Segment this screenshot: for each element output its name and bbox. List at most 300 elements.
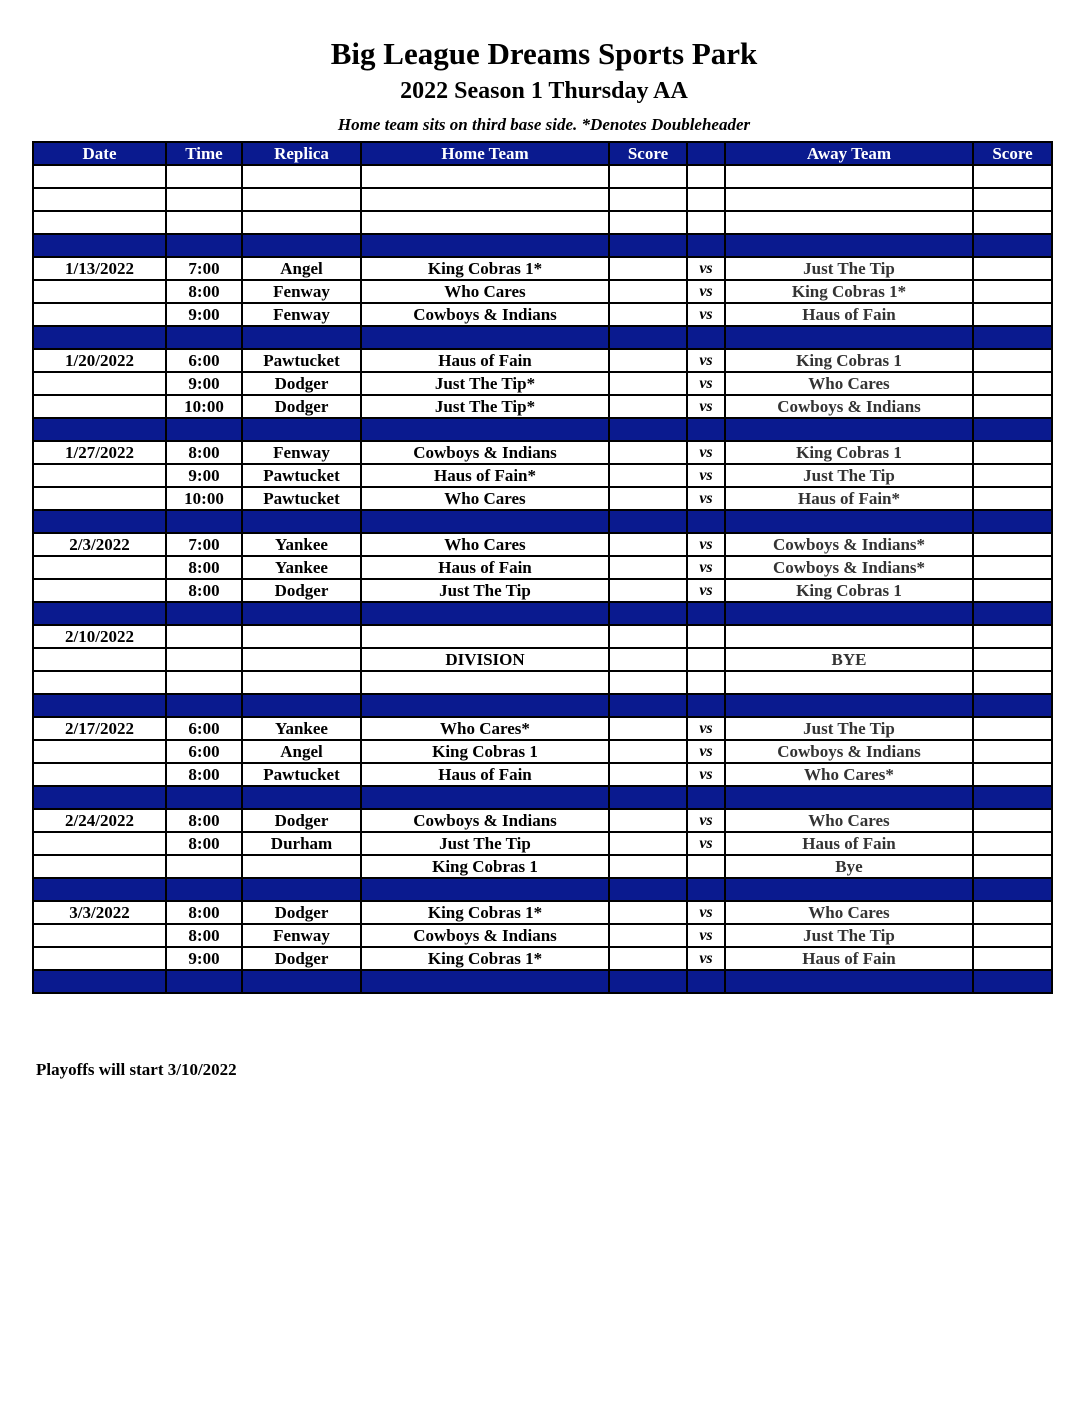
- separator-cell: [725, 694, 973, 717]
- home-team-cell: King Cobras 1*: [361, 257, 609, 280]
- schedule-table: [32, 141, 1053, 994]
- game-row: [33, 303, 1052, 326]
- game-row: [33, 487, 1052, 510]
- game-row: [33, 717, 1052, 740]
- time-cell: 9:00: [166, 372, 242, 395]
- home-team-cell: Cowboys & Indians: [361, 924, 609, 947]
- replica-cell: Fenway: [242, 303, 361, 326]
- away-team-cell: Who Cares: [725, 372, 973, 395]
- playoffs-note: Playoffs will start 3/10/2022: [36, 1060, 237, 1079]
- away-team-cell: Haus of Fain: [725, 303, 973, 326]
- time-cell: 8:00: [166, 441, 242, 464]
- replica-cell: Yankee: [242, 717, 361, 740]
- game-row: [33, 740, 1052, 763]
- vs-cell: [687, 648, 725, 671]
- away-team-cell: Just The Tip: [725, 717, 973, 740]
- separator-cell: [242, 418, 361, 441]
- separator-cell: [725, 786, 973, 809]
- separator-cell: [687, 418, 725, 441]
- time-cell: [166, 648, 242, 671]
- separator-cell: [973, 602, 1052, 625]
- separator-row: [33, 878, 1052, 901]
- date-cell: [33, 671, 166, 694]
- away-team-cell: King Cobras 1: [725, 579, 973, 602]
- col-vs: [687, 142, 725, 165]
- game-row: [33, 947, 1052, 970]
- replica-cell: [242, 671, 361, 694]
- away-score-cell: [973, 740, 1052, 763]
- vs-cell: vs: [687, 901, 725, 924]
- separator-cell: [973, 418, 1052, 441]
- home-score-cell: [609, 165, 687, 188]
- vs-cell: vs: [687, 533, 725, 556]
- game-row: [33, 671, 1052, 694]
- home-score-cell: [609, 809, 687, 832]
- home-score-cell: [609, 372, 687, 395]
- separator-cell: [609, 878, 687, 901]
- separator-row: [33, 970, 1052, 993]
- vs-cell: vs: [687, 257, 725, 280]
- separator-row: [33, 326, 1052, 349]
- separator-cell: [609, 234, 687, 257]
- home-team-cell: [361, 671, 609, 694]
- home-team-cell: Just The Tip*: [361, 372, 609, 395]
- separator-cell: [687, 326, 725, 349]
- time-cell: 6:00: [166, 740, 242, 763]
- separator-cell: [725, 326, 973, 349]
- replica-cell: Pawtucket: [242, 349, 361, 372]
- date-cell: [33, 165, 166, 188]
- separator-cell: [973, 878, 1052, 901]
- separator-row: [33, 694, 1052, 717]
- vs-cell: vs: [687, 280, 725, 303]
- replica-cell: Dodger: [242, 579, 361, 602]
- separator-row: [33, 418, 1052, 441]
- away-score-cell: [973, 809, 1052, 832]
- separator-cell: [687, 694, 725, 717]
- replica-cell: [242, 625, 361, 648]
- home-score-cell: [609, 832, 687, 855]
- vs-cell: vs: [687, 579, 725, 602]
- home-score-cell: [609, 648, 687, 671]
- home-team-cell: [361, 165, 609, 188]
- separator-cell: [725, 970, 973, 993]
- separator-cell: [687, 786, 725, 809]
- away-team-cell: [725, 625, 973, 648]
- time-cell: [166, 188, 242, 211]
- game-row: [33, 579, 1052, 602]
- away-score-cell: [973, 372, 1052, 395]
- date-cell: [33, 924, 166, 947]
- away-team-cell: Who Cares: [725, 901, 973, 924]
- separator-cell: [33, 418, 166, 441]
- separator-cell: [973, 234, 1052, 257]
- time-cell: 8:00: [166, 924, 242, 947]
- away-team-cell: Cowboys & Indians: [725, 395, 973, 418]
- replica-cell: Yankee: [242, 533, 361, 556]
- away-team-cell: Cowboys & Indians*: [725, 556, 973, 579]
- separator-cell: [725, 418, 973, 441]
- away-team-cell: Cowboys & Indians*: [725, 533, 973, 556]
- time-cell: [166, 855, 242, 878]
- game-row: [33, 257, 1052, 280]
- away-team-cell: Who Cares: [725, 809, 973, 832]
- vs-cell: vs: [687, 763, 725, 786]
- game-row: [33, 556, 1052, 579]
- time-cell: 7:00: [166, 533, 242, 556]
- away-team-cell: Bye: [725, 855, 973, 878]
- replica-cell: [242, 211, 361, 234]
- replica-cell: Dodger: [242, 809, 361, 832]
- away-score-cell: [973, 188, 1052, 211]
- separator-cell: [242, 878, 361, 901]
- replica-cell: Pawtucket: [242, 464, 361, 487]
- vs-cell: vs: [687, 349, 725, 372]
- schedule-note: Home team sits on third base side. *Denotes Doubleheader: [337, 115, 751, 134]
- home-score-cell: [609, 901, 687, 924]
- home-score-cell: [609, 349, 687, 372]
- away-score-cell: [973, 625, 1052, 648]
- separator-cell: [973, 694, 1052, 717]
- replica-cell: Durham: [242, 832, 361, 855]
- replica-cell: Pawtucket: [242, 487, 361, 510]
- separator-cell: [973, 326, 1052, 349]
- col-home-team: Home Team: [361, 142, 609, 165]
- date-cell: [33, 395, 166, 418]
- col-away-score: Score: [973, 142, 1052, 165]
- separator-cell: [361, 326, 609, 349]
- home-score-cell: [609, 855, 687, 878]
- date-cell: [33, 303, 166, 326]
- replica-cell: [242, 188, 361, 211]
- away-team-cell: Haus of Fain: [725, 947, 973, 970]
- separator-cell: [242, 326, 361, 349]
- time-cell: 9:00: [166, 303, 242, 326]
- away-score-cell: [973, 717, 1052, 740]
- vs-cell: vs: [687, 441, 725, 464]
- home-team-cell: King Cobras 1: [361, 855, 609, 878]
- game-row: [33, 280, 1052, 303]
- away-score-cell: [973, 556, 1052, 579]
- away-score-cell: [973, 671, 1052, 694]
- time-cell: 10:00: [166, 395, 242, 418]
- date-cell: [33, 188, 166, 211]
- home-team-cell: DIVISION: [361, 648, 609, 671]
- away-team-cell: Cowboys & Indians: [725, 740, 973, 763]
- home-team-cell: Cowboys & Indians: [361, 303, 609, 326]
- date-cell: [33, 947, 166, 970]
- away-score-cell: [973, 533, 1052, 556]
- date-cell: [33, 579, 166, 602]
- date-cell: 2/24/2022: [33, 809, 166, 832]
- separator-cell: [361, 510, 609, 533]
- away-score-cell: [973, 901, 1052, 924]
- away-team-cell: [725, 211, 973, 234]
- date-cell: 2/17/2022: [33, 717, 166, 740]
- col-replica: Replica: [242, 142, 361, 165]
- date-cell: [33, 740, 166, 763]
- game-row: [33, 648, 1052, 671]
- vs-cell: [687, 211, 725, 234]
- game-row: [33, 763, 1052, 786]
- date-cell: 2/3/2022: [33, 533, 166, 556]
- separator-cell: [361, 786, 609, 809]
- game-row: [33, 349, 1052, 372]
- home-team-cell: Haus of Fain: [361, 556, 609, 579]
- game-row: [33, 441, 1052, 464]
- separator-cell: [609, 510, 687, 533]
- separator-cell: [687, 878, 725, 901]
- home-team-cell: Just The Tip: [361, 579, 609, 602]
- separator-cell: [166, 786, 242, 809]
- separator-cell: [687, 970, 725, 993]
- away-score-cell: [973, 211, 1052, 234]
- separator-cell: [361, 878, 609, 901]
- separator-cell: [361, 602, 609, 625]
- vs-cell: [687, 188, 725, 211]
- away-team-cell: Just The Tip: [725, 464, 973, 487]
- separator-row: [33, 510, 1052, 533]
- date-cell: [33, 280, 166, 303]
- date-cell: [33, 855, 166, 878]
- game-row: [33, 901, 1052, 924]
- game-row: [33, 809, 1052, 832]
- vs-cell: vs: [687, 740, 725, 763]
- time-cell: [166, 211, 242, 234]
- vs-cell: [687, 625, 725, 648]
- game-row: [33, 924, 1052, 947]
- separator-cell: [166, 418, 242, 441]
- away-score-cell: [973, 947, 1052, 970]
- away-team-cell: [725, 188, 973, 211]
- separator-cell: [973, 510, 1052, 533]
- separator-cell: [33, 326, 166, 349]
- game-row: [33, 625, 1052, 648]
- away-team-cell: King Cobras 1*: [725, 280, 973, 303]
- separator-cell: [166, 510, 242, 533]
- time-cell: [166, 165, 242, 188]
- separator-cell: [687, 602, 725, 625]
- separator-cell: [33, 694, 166, 717]
- away-score-cell: [973, 303, 1052, 326]
- replica-cell: Fenway: [242, 924, 361, 947]
- away-score-cell: [973, 855, 1052, 878]
- game-row: [33, 395, 1052, 418]
- home-score-cell: [609, 533, 687, 556]
- vs-cell: vs: [687, 832, 725, 855]
- page-subtitle: 2022 Season 1 Thursday AA: [400, 78, 688, 104]
- replica-cell: Yankee: [242, 556, 361, 579]
- home-score-cell: [609, 625, 687, 648]
- separator-cell: [973, 970, 1052, 993]
- separator-cell: [166, 970, 242, 993]
- date-cell: [33, 648, 166, 671]
- page-title: Big League Dreams Sports Park: [330, 36, 758, 71]
- away-team-cell: [725, 671, 973, 694]
- away-team-cell: Who Cares*: [725, 763, 973, 786]
- separator-cell: [687, 510, 725, 533]
- date-cell: [33, 211, 166, 234]
- date-cell: [33, 372, 166, 395]
- vs-cell: vs: [687, 303, 725, 326]
- date-cell: 3/3/2022: [33, 901, 166, 924]
- away-score-cell: [973, 257, 1052, 280]
- time-cell: [166, 625, 242, 648]
- home-team-cell: Just The Tip: [361, 832, 609, 855]
- game-row: [33, 211, 1052, 234]
- separator-cell: [609, 602, 687, 625]
- date-cell: [33, 763, 166, 786]
- replica-cell: Angel: [242, 257, 361, 280]
- col-date: Date: [33, 142, 166, 165]
- time-cell: 9:00: [166, 947, 242, 970]
- game-row: [33, 188, 1052, 211]
- home-score-cell: [609, 579, 687, 602]
- col-home-score: Score: [609, 142, 687, 165]
- home-team-cell: King Cobras 1: [361, 740, 609, 763]
- separator-cell: [361, 694, 609, 717]
- away-score-cell: [973, 763, 1052, 786]
- time-cell: 8:00: [166, 280, 242, 303]
- vs-cell: vs: [687, 464, 725, 487]
- separator-row: [33, 602, 1052, 625]
- home-score-cell: [609, 556, 687, 579]
- game-row: [33, 533, 1052, 556]
- separator-cell: [33, 878, 166, 901]
- home-score-cell: [609, 464, 687, 487]
- vs-cell: vs: [687, 395, 725, 418]
- home-team-cell: King Cobras 1*: [361, 947, 609, 970]
- date-cell: 1/20/2022: [33, 349, 166, 372]
- separator-cell: [33, 970, 166, 993]
- separator-cell: [609, 786, 687, 809]
- date-cell: 1/13/2022: [33, 257, 166, 280]
- time-cell: 6:00: [166, 717, 242, 740]
- away-team-cell: Haus of Fain: [725, 832, 973, 855]
- separator-cell: [687, 234, 725, 257]
- home-team-cell: [361, 188, 609, 211]
- vs-cell: [687, 671, 725, 694]
- away-score-cell: [973, 441, 1052, 464]
- home-score-cell: [609, 303, 687, 326]
- separator-cell: [725, 234, 973, 257]
- vs-cell: vs: [687, 556, 725, 579]
- time-cell: [166, 671, 242, 694]
- separator-cell: [725, 602, 973, 625]
- separator-row: [33, 234, 1052, 257]
- separator-cell: [973, 786, 1052, 809]
- replica-cell: [242, 855, 361, 878]
- separator-cell: [33, 234, 166, 257]
- separator-cell: [725, 510, 973, 533]
- replica-cell: Dodger: [242, 372, 361, 395]
- time-cell: 10:00: [166, 487, 242, 510]
- time-cell: 9:00: [166, 464, 242, 487]
- separator-cell: [166, 234, 242, 257]
- separator-row: [33, 786, 1052, 809]
- away-team-cell: Just The Tip: [725, 924, 973, 947]
- separator-cell: [242, 970, 361, 993]
- time-cell: 7:00: [166, 257, 242, 280]
- away-score-cell: [973, 924, 1052, 947]
- vs-cell: vs: [687, 487, 725, 510]
- away-team-cell: Haus of Fain*: [725, 487, 973, 510]
- vs-cell: vs: [687, 372, 725, 395]
- away-score-cell: [973, 579, 1052, 602]
- vs-cell: vs: [687, 809, 725, 832]
- game-row: [33, 165, 1052, 188]
- separator-cell: [361, 234, 609, 257]
- home-team-cell: Cowboys & Indians: [361, 441, 609, 464]
- separator-cell: [361, 418, 609, 441]
- home-team-cell: Cowboys & Indians: [361, 809, 609, 832]
- home-team-cell: Haus of Fain*: [361, 464, 609, 487]
- game-row: [33, 372, 1052, 395]
- vs-cell: vs: [687, 947, 725, 970]
- separator-cell: [166, 694, 242, 717]
- home-score-cell: [609, 188, 687, 211]
- home-score-cell: [609, 211, 687, 234]
- away-team-cell: [725, 165, 973, 188]
- home-score-cell: [609, 257, 687, 280]
- vs-cell: [687, 855, 725, 878]
- replica-cell: Dodger: [242, 395, 361, 418]
- away-team-cell: King Cobras 1: [725, 349, 973, 372]
- date-cell: [33, 464, 166, 487]
- away-score-cell: [973, 280, 1052, 303]
- date-cell: [33, 556, 166, 579]
- replica-cell: [242, 648, 361, 671]
- col-away-team: Away Team: [725, 142, 973, 165]
- date-cell: [33, 487, 166, 510]
- home-team-cell: King Cobras 1*: [361, 901, 609, 924]
- separator-cell: [242, 786, 361, 809]
- replica-cell: Fenway: [242, 280, 361, 303]
- home-team-cell: [361, 211, 609, 234]
- home-score-cell: [609, 441, 687, 464]
- away-score-cell: [973, 464, 1052, 487]
- home-score-cell: [609, 671, 687, 694]
- separator-cell: [609, 970, 687, 993]
- separator-cell: [725, 878, 973, 901]
- time-cell: 8:00: [166, 579, 242, 602]
- vs-cell: vs: [687, 924, 725, 947]
- vs-cell: [687, 165, 725, 188]
- separator-cell: [361, 970, 609, 993]
- separator-cell: [609, 326, 687, 349]
- home-team-cell: Just The Tip*: [361, 395, 609, 418]
- separator-cell: [33, 786, 166, 809]
- home-team-cell: Who Cares: [361, 533, 609, 556]
- away-team-cell: BYE: [725, 648, 973, 671]
- separator-cell: [242, 234, 361, 257]
- home-score-cell: [609, 487, 687, 510]
- home-team-cell: Who Cares: [361, 487, 609, 510]
- game-row: [33, 855, 1052, 878]
- away-team-cell: Just The Tip: [725, 257, 973, 280]
- home-team-cell: Haus of Fain: [361, 763, 609, 786]
- time-cell: 8:00: [166, 809, 242, 832]
- away-score-cell: [973, 165, 1052, 188]
- separator-cell: [242, 602, 361, 625]
- separator-cell: [166, 326, 242, 349]
- replica-cell: Pawtucket: [242, 763, 361, 786]
- replica-cell: Dodger: [242, 947, 361, 970]
- away-score-cell: [973, 395, 1052, 418]
- away-team-cell: King Cobras 1: [725, 441, 973, 464]
- vs-cell: vs: [687, 717, 725, 740]
- replica-cell: [242, 165, 361, 188]
